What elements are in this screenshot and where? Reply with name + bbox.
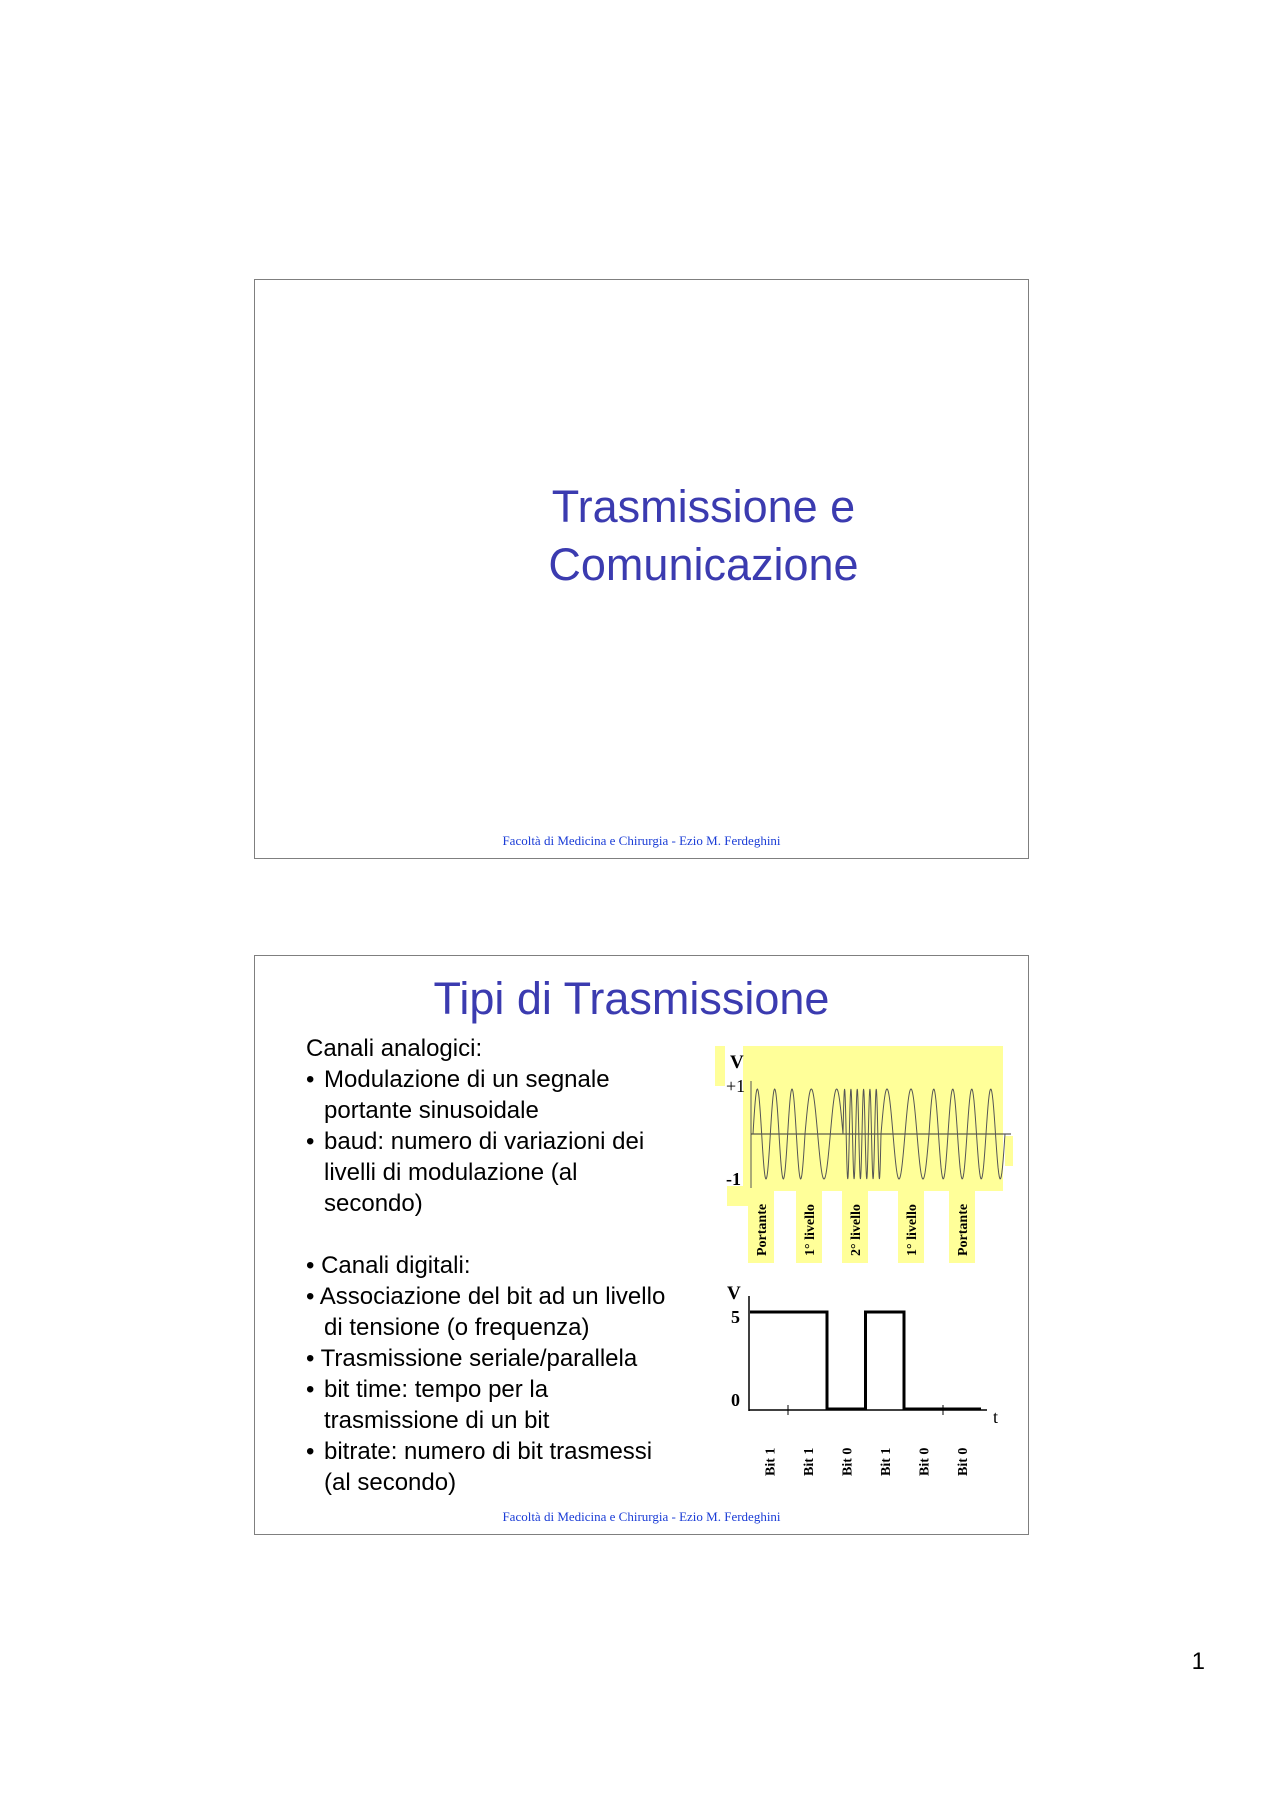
bullet-item: • Associazione del bit ad un livello <box>306 1283 666 1310</box>
bit-label: Bit 0 <box>955 1447 971 1476</box>
segment-label: 2° livello <box>849 1204 864 1256</box>
analog-section <box>306 1033 644 1219</box>
segment-label: 1° livello <box>905 1204 920 1256</box>
segment-label: Portante <box>956 1203 971 1256</box>
slide-title: Tipi di Trasmissione <box>433 973 830 1024</box>
segment-labels <box>748 1191 975 1263</box>
page-number: 1 <box>1191 1648 1205 1675</box>
axis-y-label: V <box>727 1283 741 1304</box>
segment-label: 1° livello <box>803 1204 818 1256</box>
bit-label: Bit 0 <box>917 1447 933 1476</box>
axis-tick-0: 0 <box>731 1390 740 1410</box>
analog-modulation-figure <box>715 1046 1015 1276</box>
highlight-block <box>715 1046 725 1086</box>
bullet-item: • baud: numero di variazioni dei <box>306 1128 645 1155</box>
bullet-continuation: trasmissione di un bit <box>324 1407 550 1434</box>
slide-footer: Facoltà di Medicina e Chirurgia - Ezio M. Ferdeghini <box>502 833 781 848</box>
bullet-item: • Trasmissione seriale/parallela <box>306 1345 638 1372</box>
highlight-block <box>1005 1136 1013 1166</box>
figure-highlight <box>715 1046 1013 1206</box>
segment-label: Portante <box>755 1203 770 1256</box>
bit-label: Bit 1 <box>878 1447 894 1476</box>
bit-labels <box>763 1448 971 1476</box>
bit-label: Bit 1 <box>763 1447 779 1476</box>
highlight-block <box>727 1186 749 1206</box>
bullet-item: • bitrate: numero di bit trasmessi <box>306 1438 653 1465</box>
slide-footer: Facoltà di Medicina e Chirurgia - Ezio M. Ferdeghini <box>502 1509 781 1524</box>
bullet-continuation: portante sinusoidale <box>324 1097 539 1124</box>
axis-tick-bottom: -1 <box>726 1169 741 1189</box>
bullet-continuation: di tensione (o frequenza) <box>324 1314 590 1341</box>
axis-y-label: V <box>730 1052 744 1073</box>
bullet-continuation: livelli di modulazione (al <box>324 1159 578 1186</box>
title-slide <box>254 279 1029 859</box>
bullet-item: • Modulazione di un segnale <box>306 1066 610 1093</box>
analog-heading: Canali analogici: <box>306 1035 483 1062</box>
axis-tick-5: 5 <box>731 1307 740 1327</box>
bit-label: Bit 1 <box>801 1447 817 1476</box>
digital-waveform <box>750 1312 981 1409</box>
bullet-continuation: secondo) <box>324 1190 423 1217</box>
digital-signal-figure <box>715 1281 1015 1491</box>
axis-x-label: t <box>993 1407 999 1427</box>
axis-tick-top: +1 <box>726 1076 746 1096</box>
content-slide <box>254 955 1029 1535</box>
bullet-continuation: (al secondo) <box>324 1469 457 1496</box>
bit-label: Bit 0 <box>840 1447 856 1476</box>
slide-title <box>317 478 1090 594</box>
title-line-2: Comunicazione <box>548 539 859 590</box>
title-line-1: Trasmissione e <box>551 481 856 532</box>
digital-heading: • Canali digitali: <box>306 1252 471 1279</box>
digital-section <box>306 1250 665 1498</box>
bullet-item: • bit time: tempo per la <box>306 1376 549 1403</box>
